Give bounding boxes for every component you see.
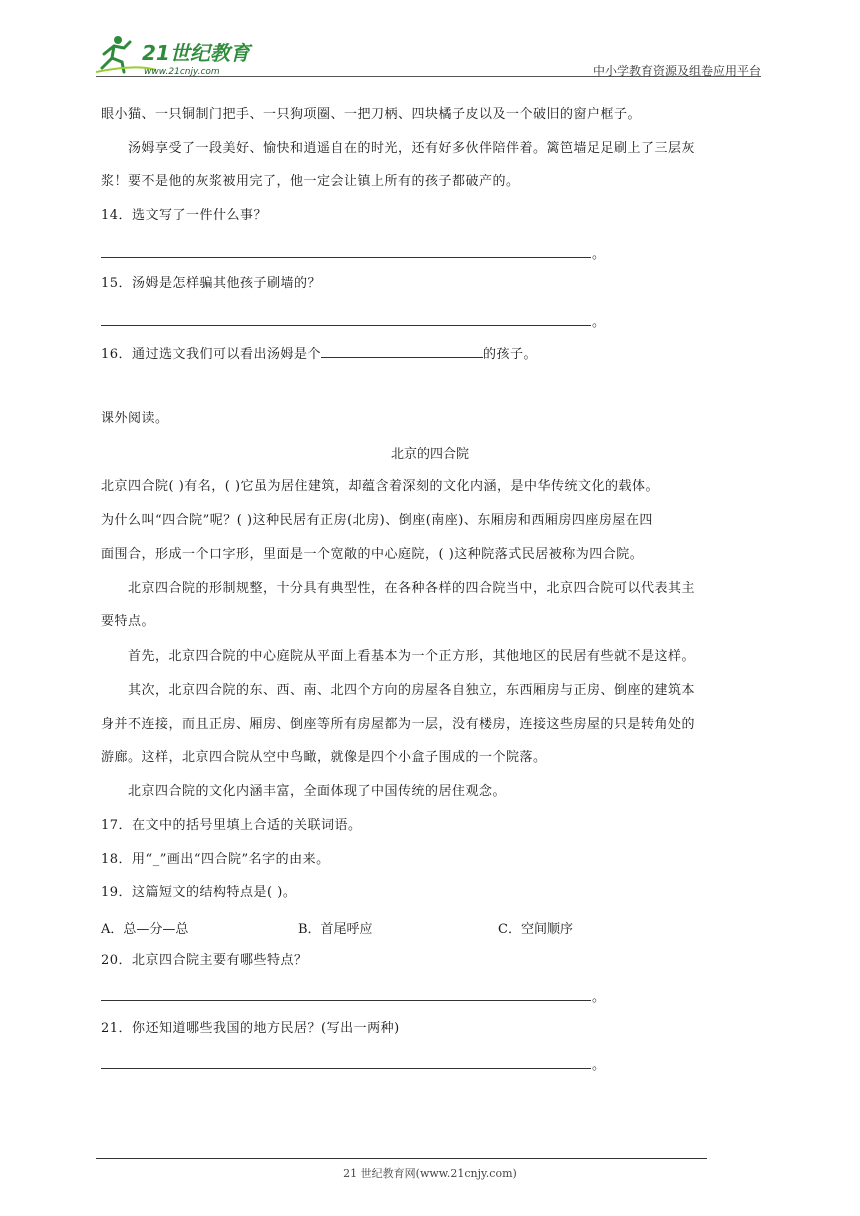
question-16-suffix: 的孩子。 (483, 347, 538, 362)
article-line: 其次，北京四合院的东、西、南、北四个方向的房屋各自独立，东西厢房与正房、倒座的建筑本 (128, 683, 696, 698)
option-b[interactable]: B．首尾呼应 (298, 922, 373, 937)
passage-line: 眼小猫、一只铜制门把手、一只狗项圈、一把刀柄、四块橘子皮以及一个破旧的窗户框子。 (101, 107, 642, 122)
question-14: 14．选文写了一件什么事？ (101, 208, 268, 223)
article-line: 为什么叫“四合院”呢？( )这种民居有正房(北房)、倒座(南座)、东厢房和西厢房四座房屋在四 (101, 513, 653, 528)
footer-divider (96, 1158, 707, 1159)
question-17: 17．在文中的括号里填上合适的关联词语。 (101, 818, 362, 833)
option-a[interactable]: A．总—分—总 (101, 922, 189, 937)
logo-text: 21世纪教育 (142, 41, 250, 65)
answer-line-21[interactable] (101, 1068, 591, 1069)
option-c[interactable]: C．空间顺序 (498, 922, 573, 937)
header-divider (96, 76, 761, 77)
answer-line-14[interactable] (101, 257, 591, 258)
section-label: 课外阅读。 (101, 411, 169, 426)
answer-line-15[interactable] (101, 325, 591, 326)
question-21: 21．你还知道哪些我国的地方民居？(写出一两种) (101, 1021, 400, 1036)
article-title: 北京的四合院 (390, 447, 469, 462)
passage-line: 浆！要不是他的灰浆被用完了，他一定会让镇上所有的孩子都破产的。 (101, 174, 520, 189)
platform-label: 中小学教育资源及组卷应用平台 (592, 64, 761, 78)
article-line: 北京四合院的文化内涵丰富，全面体现了中国传统的居住观念。 (128, 784, 507, 799)
article-line: 游廊。这样，北京四合院从空中鸟瞰，就像是四个小盒子围成的一个院落。 (101, 750, 547, 765)
article-line: 要特点。 (101, 614, 156, 629)
article-line: 首先，北京四合院的中心庭院从平面上看基本为一个正方形，其他地区的民居有些就不是这样。 (128, 649, 696, 664)
answer-period: 。 (592, 990, 606, 1005)
article-line: 面围合，形成一个口字形，里面是一个宽敞的中心庭院，( )这种院落式民居被称为四合院。 (101, 547, 644, 562)
logo-url: www.21cnjy.com (144, 67, 220, 77)
answer-period: 。 (592, 315, 606, 330)
question-16 (101, 343, 537, 365)
question-18: 18．用“_”画出“四合院”名字的由来。 (101, 852, 330, 867)
answer-period: 。 (592, 1058, 606, 1073)
question-15: 15．汤姆是怎样骗其他孩子刷墙的？ (101, 276, 322, 291)
question-16-prefix: 16．通过选文我们可以看出汤姆是个 (101, 347, 322, 362)
article-line: 北京四合院的形制规整，十分具有典型性，在各种各样的四合院当中，北京四合院可以代表其主 (128, 581, 696, 596)
article-line: 北京四合院( )有名，( )它虽为居住建筑，却蕴含着深刻的文化内涵，是中华传统文化的载体。 (101, 479, 660, 494)
site-logo (96, 34, 266, 78)
answer-line-20[interactable] (101, 1000, 591, 1001)
page-header (96, 34, 761, 80)
question-19: 19．这篇短文的结构特点是( )。 (101, 885, 297, 900)
passage-line: 汤姆享受了一段美好、愉快和逍遥自在的时光，还有好多伙伴陪伴着。篱笆墙足足刷上了三层灰 (128, 141, 696, 156)
question-20: 20．北京四合院主要有哪些特点？ (101, 953, 308, 968)
answer-blank-16[interactable] (321, 343, 483, 358)
footer-text[interactable]: 21 世纪教育网(www.21cnjy.com) (343, 1167, 517, 1180)
answer-period: 。 (592, 247, 606, 262)
article-line: 身并不连接，而且正房、厢房、倒座等所有房屋都为一层，没有楼房，连接这些房屋的只是转角处的 (101, 717, 696, 732)
